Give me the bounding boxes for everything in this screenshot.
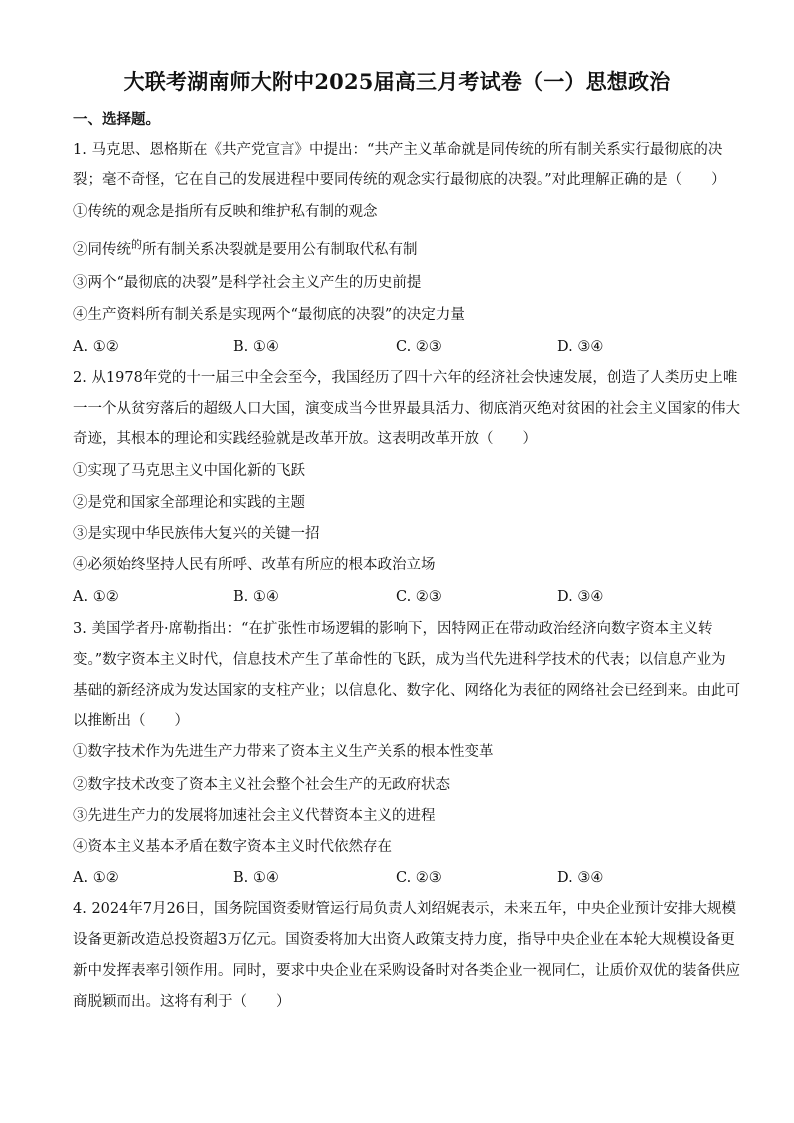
q3-item-2: ②数字技术改变了资本主义社会整个社会生产的无政府状态 xyxy=(73,777,450,793)
section-heading: 一、选择题。 xyxy=(73,111,160,128)
q2-stem-line-1: 2. 从1978年党的十一届三中全会至今，我国经历了四十六年的经济社会快速发展，创造了人类历史上唯 xyxy=(73,370,738,386)
q3-option-c[interactable]: C. ②③ xyxy=(396,870,442,886)
q3-option-d[interactable]: D. ③④ xyxy=(557,870,604,886)
q2-option-a[interactable]: A. ①② xyxy=(73,589,119,605)
q3-item-4: ④资本主义基本矛盾在数字资本主义时代依然存在 xyxy=(73,839,392,855)
q4-stem-line-1: 4. 2024年7月26日，国务院国资委财管运行局负责人刘绍娓表示，未来五年，中央企业预计安排大规模 xyxy=(73,901,737,917)
q2-item-1: ①实现了马克思主义中国化新的飞跃 xyxy=(73,463,305,479)
q1-item-1: ①传统的观念是指所有反映和维护私有制的观念 xyxy=(73,204,378,220)
q1-stem-line-1: 1. 马克思、恩格斯在《共产党宣言》中提出：“共产主义革命就是同传统的所有制关系实行最彻底的决 xyxy=(73,142,723,158)
q3-option-a[interactable]: A. ①② xyxy=(73,870,119,886)
q1-item-3: ③两个“最彻底的决裂”是科学社会主义产生的历史前提 xyxy=(73,275,422,291)
q2-item-4: ④必须始终坚持人民有所呼、改革有所应的根本政治立场 xyxy=(73,557,436,573)
page-title: 大联考湖南师大附中2025届高三月考试卷（一）思想政治 xyxy=(123,69,671,94)
q1-item-2-raised-char: 的 xyxy=(131,238,142,251)
q4-stem-line-2: 设备更新改造总投资超3万亿元。国资委将加大出资人政策支持力度，指导中央企业在本轮大规模设备更 xyxy=(73,932,735,948)
q4-stem-line-4: 商脱颖而出。这将有利于（ ） xyxy=(73,994,291,1010)
q2-item-2: ②是党和国家全部理论和实践的主题 xyxy=(73,495,305,511)
q2-stem-line-2: 一一个从贫穷落后的超级人口大国，演变成当今世界最具活力、彻底消灭绝对贫困的社会主义国家的伟大 xyxy=(73,401,740,417)
q3-item-3: ③先进生产力的发展将加速社会主义代替资本主义的进程 xyxy=(73,808,436,824)
q1-item-4: ④生产资料所有制关系是实现两个“最彻底的决裂”的决定力量 xyxy=(73,307,465,323)
q1-item-2 xyxy=(73,238,418,260)
q3-item-1: ①数字技术作为先进生产力带来了资本主义生产关系的根本性变革 xyxy=(73,744,494,760)
q3-option-b[interactable]: B. ①④ xyxy=(233,870,279,886)
q4-stem-line-3: 新中发挥表率引领作用。同时，要求中央企业在采购设备时对各类企业一视同仁，让质价双优的装备供应 xyxy=(73,963,740,979)
q1-option-a[interactable]: A. ①② xyxy=(73,339,119,355)
q3-stem-line-2: 变。”数字资本主义时代，信息技术产生了革命性的飞跃，成为当代先进科学技术的代表；以信息产业为 xyxy=(73,652,726,668)
q1-stem-line-2: 裂；毫不奇怪，它在自己的发展进程中要同传统的观念实行最彻底的决裂。”对此理解正确的是（ ） xyxy=(73,172,726,188)
q3-stem-line-1: 3. 美国学者丹·席勒指出：“在扩张性市场逻辑的影响下，因特网正在带动政治经济向数字资本主义转 xyxy=(73,621,713,637)
q2-stem-line-3: 奇迹，其根本的理论和实践经验就是改革开放。这表明改革开放（ ） xyxy=(73,431,537,447)
q3-stem-line-3: 基础的新经济成为发达国家的支柱产业；以信息化、数字化、网络化为表征的网络社会已经到来。由此可 xyxy=(73,683,740,699)
q1-option-d[interactable]: D. ③④ xyxy=(557,339,604,355)
q1-option-b[interactable]: B. ①④ xyxy=(233,339,279,355)
q2-option-c[interactable]: C. ②③ xyxy=(396,589,442,605)
q2-item-3: ③是实现中华民族伟大复兴的关键一招 xyxy=(73,526,320,542)
q2-option-d[interactable]: D. ③④ xyxy=(557,589,604,605)
q1-option-c[interactable]: C. ②③ xyxy=(396,339,442,355)
q2-option-b[interactable]: B. ①④ xyxy=(233,589,279,605)
q1-item-2-rest: 所有制关系决裂就是要用公有制取代私有制 xyxy=(142,242,418,258)
q1-item-2-prefix: ②同传统 xyxy=(73,242,131,258)
q3-stem-line-4: 以推断出（ ） xyxy=(73,713,189,729)
